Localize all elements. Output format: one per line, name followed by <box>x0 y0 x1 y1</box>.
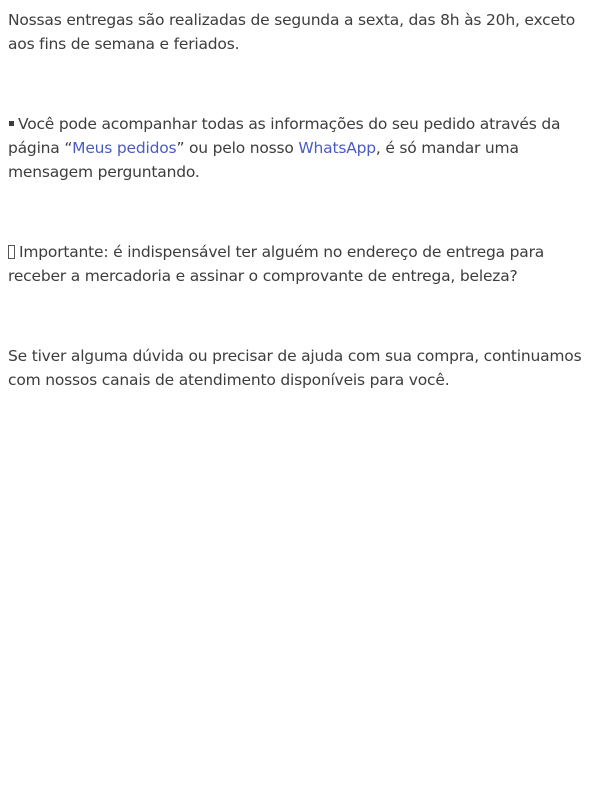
order-tracking-text-2: ” ou pelo nosso <box>176 139 299 157</box>
bullet-icon <box>9 121 14 126</box>
article-content <box>0 0 600 392</box>
spacer <box>8 288 592 344</box>
order-tracking-text-1: Você pode acompanhar todas as informações do seu pedido através da página “ <box>8 115 561 157</box>
important-notice-text: Importante: é indispensável ter alguém no endereço de entrega para receber a mercadoria e assinar o comprovante de entrega, beleza? <box>8 243 545 285</box>
whatsapp-link[interactable]: WhatsApp <box>298 139 376 157</box>
order-tracking-text-3: , é só mandar uma mensagem perguntando. <box>8 139 519 181</box>
order-tracking-paragraph <box>8 112 592 184</box>
support-channels-paragraph: Se tiver alguma dúvida ou precisar de ajuda com sua compra, continuamos com nossos canais de atendimento disponíveis para você. <box>8 347 582 389</box>
spacer <box>8 56 592 112</box>
emoji-placeholder-icon <box>8 245 15 259</box>
spacer <box>8 184 592 240</box>
my-orders-link[interactable]: Meus pedidos <box>72 139 177 157</box>
delivery-hours-paragraph: Nossas entregas são realizadas de segunda a sexta, das 8h às 20h, exceto aos fins de semana e feriados. <box>8 11 575 53</box>
important-notice-paragraph <box>8 240 592 288</box>
